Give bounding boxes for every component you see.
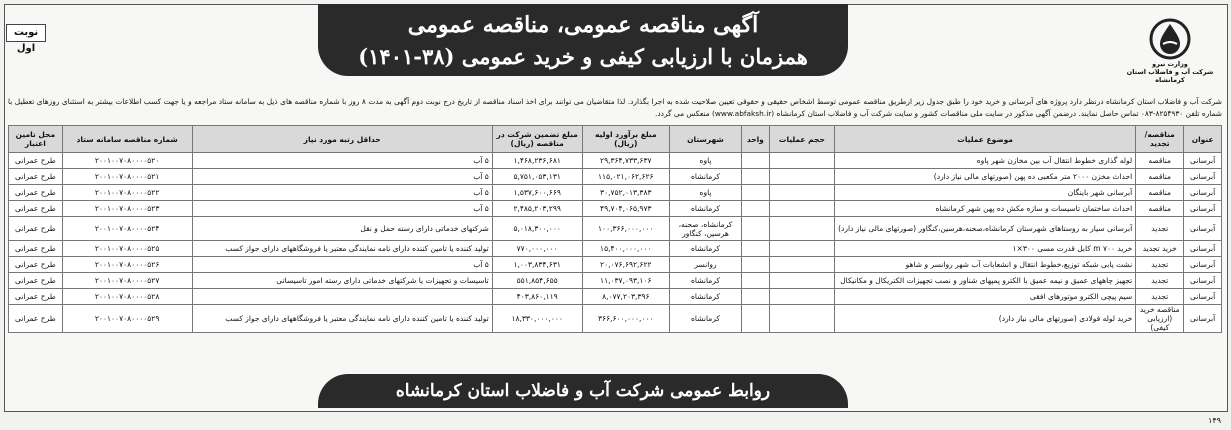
cell-unit (742, 305, 770, 333)
cell-estimate: ۴۹,۷۰۴,۰۶۵,۹۷۳ (582, 201, 669, 217)
cell-subject: احداث ساختمان تاسیسات و سازه مکش ده پهن شهر کرمانشاه (835, 201, 1136, 217)
cell-funding: طرح عمرانی (9, 241, 63, 257)
cell-funding: طرح عمرانی (9, 257, 63, 273)
cell-type: تجدید (1136, 273, 1184, 289)
cell-number: ۲۰۰۱۰۰۷۰۸۰۰۰۰۵۲۲ (62, 185, 192, 201)
cell-volume (769, 257, 834, 273)
cell-guarantee: ۱,۰۰۳,۸۳۴,۶۳۱ (492, 257, 582, 273)
cell-grade: ۵ آب (192, 169, 492, 185)
cell-unit (742, 217, 770, 241)
cell-funding: طرح عمرانی (9, 273, 63, 289)
cell-grade (192, 289, 492, 305)
cell-subject: خرید لوله فولادی (صورتهای مالی نیاز دارد) (835, 305, 1136, 333)
cell-subject: احداث مخزن ۲۰۰۰ متر مکعبی ده پهن (صورتهای مالی نیاز دارد) (835, 169, 1136, 185)
col-type: مناقصه/ تجدید (1136, 126, 1184, 153)
cell-volume (769, 185, 834, 201)
cell-grade: تولید کننده یا تامین کننده دارای نامه نمایندگی معتبر یا فروشگاههای دارای جواز کسب (192, 305, 492, 333)
col-guarantee: مبلغ تضمین شرکت در مناقصه (ریال) (492, 126, 582, 153)
cell-type: مناقصه (1136, 185, 1184, 201)
cell-type: مناقصه (1136, 201, 1184, 217)
cell-title: آبرسانی (1184, 169, 1222, 185)
cell-grade: تولید کننده یا تامین کننده دارای نامه نمایندگی معتبر یا فروشگاههای دارای جواز کسب (192, 241, 492, 257)
cell-city: کرمانشاه (669, 201, 741, 217)
logo-ministry: وزارت نیرو (1152, 60, 1188, 68)
cell-unit (742, 241, 770, 257)
table-row (9, 169, 1222, 185)
cell-type: مناقصه (1136, 169, 1184, 185)
cell-unit (742, 185, 770, 201)
cell-funding: طرح عمرانی (9, 185, 63, 201)
cell-guarantee: ۱,۵۳۷,۶۰۰,۶۶۹ (492, 185, 582, 201)
cell-volume (769, 201, 834, 217)
cell-city: کرمانشاه، صحنه، هرسین، کنگاور (669, 217, 741, 241)
cell-city: کرمانشاه (669, 169, 741, 185)
cell-type: تجدید (1136, 289, 1184, 305)
cell-type: خرید تجدید (1136, 241, 1184, 257)
cell-title: آبرسانی (1184, 201, 1222, 217)
cell-estimate: ۱۰۰,۳۶۶,۰۰۰,۰۰۰ (582, 217, 669, 241)
cell-guarantee: ۵,۷۵۱,۰۵۳,۱۳۱ (492, 169, 582, 185)
title-banner (318, 4, 848, 76)
cell-guarantee: ۴۰۳,۸۶۰,۱۱۹ (492, 289, 582, 305)
cell-subject: آبرسانی شهر باینگان (835, 185, 1136, 201)
intro-paragraph: شرکت آب و فاضلاب استان کرمانشاه درنظر دارد پروژه های آبرسانی و خرید خود را طبق جدول زیر ازطریق مناقصه عمومی توسط اشخاص حقیقی و حقوقی تعیین صلاحیت شده به اجرا بگذارد. لذا متقاضیان می توانند برای اخذ اسناد مناقصه از تاریخ درج نوبت دوم آگهی به مدت ۸ روز با شماره مناقصه های ذیل به سامانه ستاد مراجعه و یا جهت کسب اطلاعات بیشتر به استثنای روزهای تعطیل با شماره تلفن ۸۲۵۴۹۳۰-۰۸۳ تماس حاصل نمایند. درضمن آگهی مذکور در سایت ملی مناقصات کشور و سایت شرکت آب و فاضلاب استان کرمانشاه (www.abfaksh.ir) منعکس می گردد. (8, 97, 1223, 118)
cell-city: پاوه (669, 153, 741, 169)
table-row (9, 185, 1222, 201)
cell-volume (769, 289, 834, 305)
cell-grade: ۵ آب (192, 201, 492, 217)
cell-grade: تاسیسات و تجهیزات یا شرکتهای خدماتی دارای رسته امور تاسیساتی (192, 273, 492, 289)
col-number: شماره مناقصه سامانه ستاد (62, 126, 192, 153)
cell-title: آبرسانی (1184, 289, 1222, 305)
cell-title: آبرسانی (1184, 305, 1222, 333)
cell-unit (742, 153, 770, 169)
cell-city: روانسر (669, 257, 741, 273)
logo-company: شرکت آب و فاضلاب استان کرمانشاه (1126, 68, 1214, 84)
cell-number: ۲۰۰۱۰۰۷۰۸۰۰۰۰۵۲۳ (62, 201, 192, 217)
cell-unit (742, 169, 770, 185)
cell-title: آبرسانی (1184, 257, 1222, 273)
cell-estimate: ۱۱۵,۰۲۱,۰۶۲,۶۲۶ (582, 169, 669, 185)
cell-funding: طرح عمرانی (9, 153, 63, 169)
table-row (9, 241, 1222, 257)
cell-number: ۲۰۰۱۰۰۷۰۸۰۰۰۰۵۲۶ (62, 257, 192, 273)
table-row (9, 273, 1222, 289)
cell-number: ۲۰۰۱۰۰۷۰۸۰۰۰۰۵۲۷ (62, 273, 192, 289)
cell-volume (769, 273, 834, 289)
table-row (9, 305, 1222, 333)
cell-estimate: ۱۱,۰۳۷,۰۹۳,۱۰۶ (582, 273, 669, 289)
cell-volume (769, 217, 834, 241)
cell-funding: طرح عمرانی (9, 289, 63, 305)
title-line-1: آگهی مناقصه عمومی، مناقصه عمومی (407, 12, 759, 38)
col-funding: محل تامین اعتبار (9, 126, 63, 153)
cell-grade: شرکتهای خدماتی دارای رسته حمل و نقل (192, 217, 492, 241)
table-row (9, 217, 1222, 241)
cell-guarantee: ۱۸,۳۳۰,۰۰۰,۰۰۰ (492, 305, 582, 333)
cell-subject: تجهیز چاههای عمیق و نیمه عمیق با الکترو پمپهای شناور و نصب تجهیزات الکتریکال و مکانیکال (835, 273, 1136, 289)
cell-estimate: ۳۰,۷۵۲,۰۱۳,۳۸۳ (582, 185, 669, 201)
cell-subject: خرید ۷۰۰ m کابل قدرت مسی ۳۰۰×۱ (835, 241, 1136, 257)
cell-unit (742, 257, 770, 273)
cell-unit (742, 201, 770, 217)
cell-subject: سیم پیچی الکترو موتورهای افقی (835, 289, 1136, 305)
cell-guarantee: ۷۷۰,۰۰۰,۰۰۰ (492, 241, 582, 257)
cell-grade: ۵ آب (192, 185, 492, 201)
cell-city: کرمانشاه (669, 289, 741, 305)
cell-estimate: ۲۹,۳۶۴,۷۳۳,۶۳۷ (582, 153, 669, 169)
cell-grade: ۵ آب (192, 257, 492, 273)
col-title: عنوان (1184, 126, 1222, 153)
cell-subject: آبرسانی سیار به روستاهای شهرستان کرمانشاه،صحنه،هرسین،کنگاور (صورتهای مالی نیاز دارد) (835, 217, 1136, 241)
cell-number: ۲۰۰۱۰۰۷۰۸۰۰۰۰۵۲۸ (62, 289, 192, 305)
cell-volume (769, 153, 834, 169)
cell-funding: طرح عمرانی (9, 169, 63, 185)
cell-guarantee: ۲,۴۸۵,۲۰۳,۲۹۹ (492, 201, 582, 217)
cell-unit (742, 273, 770, 289)
cell-estimate: ۸,۰۷۷,۲۰۳,۳۹۶ (582, 289, 669, 305)
cell-guarantee: ۵۵۱,۸۵۴,۶۵۵ (492, 273, 582, 289)
cell-city: کرمانشاه (669, 241, 741, 257)
cell-funding: طرح عمرانی (9, 201, 63, 217)
col-volume: حجم عملیات (769, 126, 834, 153)
cell-estimate: ۱۵,۴۰۰,۰۰۰,۰۰۰ (582, 241, 669, 257)
table-row (9, 153, 1222, 169)
cell-title: آبرسانی (1184, 241, 1222, 257)
cell-title: آبرسانی (1184, 153, 1222, 169)
cell-estimate: ۳۶۶,۶۰۰,۰۰۰,۰۰۰ (582, 305, 669, 333)
cell-number: ۲۰۰۱۰۰۷۰۸۰۰۰۰۵۲۴ (62, 217, 192, 241)
cell-volume (769, 305, 834, 333)
table-row (9, 289, 1222, 305)
title-line-2: همزمان با ارزیابی کیفی و خرید عمومی (۳۸-۱۴۰۱) (358, 44, 808, 69)
company-logo (1115, 18, 1225, 82)
cell-unit (742, 289, 770, 305)
page-number: ۱۴۹ (1208, 416, 1221, 425)
cell-guarantee: ۱,۴۶۸,۲۳۶,۶۸۱ (492, 153, 582, 169)
cell-title: آبرسانی (1184, 217, 1222, 241)
cell-volume (769, 169, 834, 185)
tenders-table (8, 125, 1222, 333)
col-unit: واحد (742, 126, 770, 153)
cell-type: مناقصه خرید (ارزیابی کیفی) (1136, 305, 1184, 333)
cell-estimate: ۲۰,۰۷۶,۶۹۲,۶۲۲ (582, 257, 669, 273)
col-subject: موضوع عملیات (835, 126, 1136, 153)
cell-type: تجدید (1136, 217, 1184, 241)
cell-guarantee: ۵,۰۱۸,۳۰۰,۰۰۰ (492, 217, 582, 241)
cell-title: آبرسانی (1184, 185, 1222, 201)
cell-city: کرمانشاه (669, 273, 741, 289)
footer-banner: روابط عمومی شرکت آب و فاضلاب استان کرمانشاه (318, 374, 848, 408)
cell-city: کرمانشاه (669, 305, 741, 333)
col-grade: حداقل رتبه مورد نیاز (192, 126, 492, 153)
cell-number: ۲۰۰۱۰۰۷۰۸۰۰۰۰۵۲۵ (62, 241, 192, 257)
cell-type: مناقصه (1136, 153, 1184, 169)
cell-subject: نشت یابی شبکه توزیع،خطوط انتقال و انشعابات آب شهر روانسر و شاهو (835, 257, 1136, 273)
cell-title: آبرسانی (1184, 273, 1222, 289)
water-drop-logo-icon (1147, 18, 1193, 60)
table-row (9, 257, 1222, 273)
cell-city: پاوه (669, 185, 741, 201)
cell-subject: لوله گذاری خطوط انتقال آب بین مخازن شهر پاوه (835, 153, 1136, 169)
cell-grade: ۵ آب (192, 153, 492, 169)
col-city: شهرستان (669, 126, 741, 153)
col-estimate: مبلغ برآورد اولیه (ریال) (582, 126, 669, 153)
table-header-row (9, 126, 1222, 153)
round-badge: نوبت اول (6, 24, 46, 42)
cell-funding: طرح عمرانی (9, 305, 63, 333)
cell-number: ۲۰۰۱۰۰۷۰۸۰۰۰۰۵۲۹ (62, 305, 192, 333)
cell-type: تجدید (1136, 257, 1184, 273)
cell-volume (769, 241, 834, 257)
cell-number: ۲۰۰۱۰۰۷۰۸۰۰۰۰۵۲۱ (62, 169, 192, 185)
cell-number: ۲۰۰۱۰۰۷۰۸۰۰۰۰۵۲۰ (62, 153, 192, 169)
cell-funding: طرح عمرانی (9, 217, 63, 241)
table-row (9, 201, 1222, 217)
